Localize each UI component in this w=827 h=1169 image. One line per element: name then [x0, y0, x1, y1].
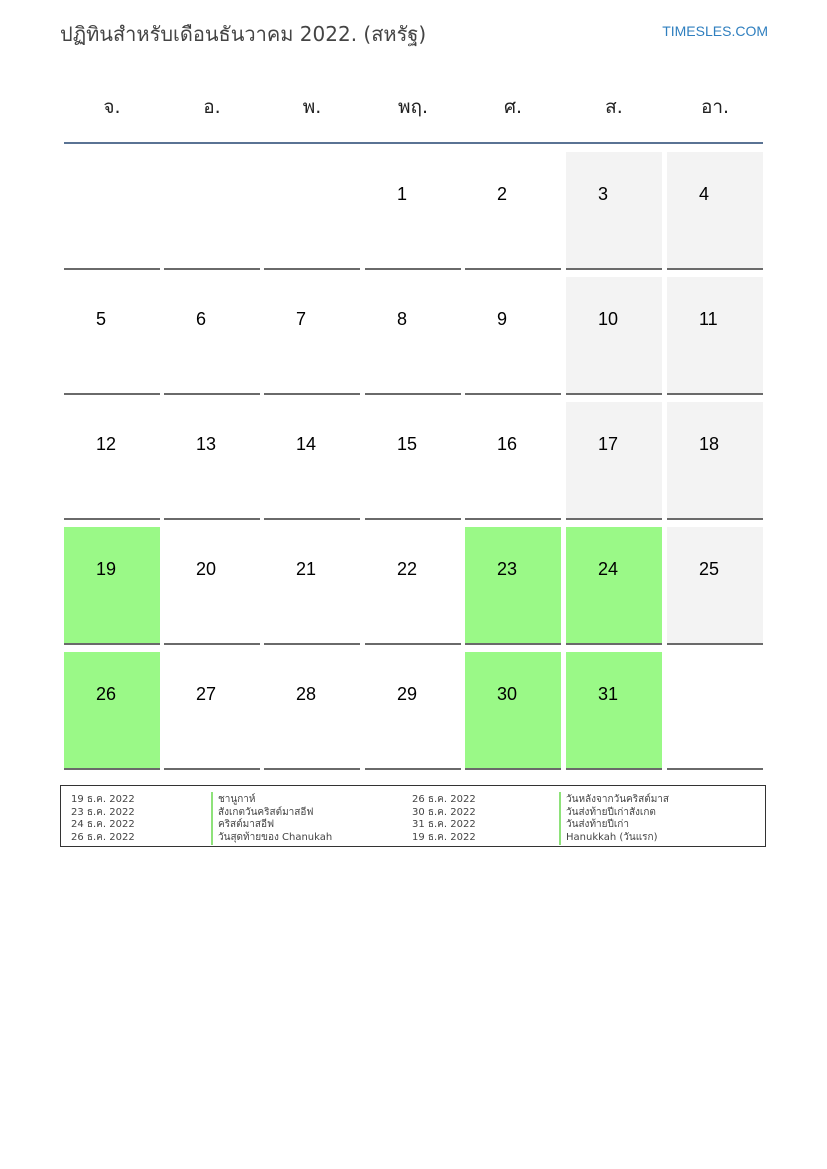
day-cell [365, 652, 461, 770]
day-cell [365, 527, 461, 645]
day-cell [164, 652, 260, 770]
empty-day-cell [64, 152, 160, 270]
legend-holiday-name: คริสต์มาสอีฟ [211, 817, 274, 832]
day-number: 10 [598, 309, 619, 329]
day-cell [164, 277, 260, 395]
day-cell [264, 277, 360, 395]
day-number: 26 [96, 684, 117, 704]
day-cell [365, 152, 461, 270]
day-number: 5 [96, 309, 107, 329]
weekday-header: ส. [605, 96, 623, 118]
day-cell [264, 652, 360, 770]
day-number: 13 [196, 434, 217, 454]
day-cell [64, 652, 160, 770]
day-cell [465, 277, 561, 395]
day-cell [465, 152, 561, 270]
day-cell [164, 527, 260, 645]
day-cell [64, 402, 160, 520]
day-number: 14 [296, 434, 317, 454]
day-cell [566, 277, 662, 395]
legend-holiday-name: สังเกตวันคริสต์มาสอีฟ [211, 805, 313, 820]
header-divider [64, 142, 763, 144]
legend-holiday-name: วันสุดท้ายของ Chanukah [211, 830, 332, 845]
day-cell [465, 652, 561, 770]
empty-day-cell [264, 152, 360, 270]
day-number: 6 [196, 309, 207, 329]
weekday-header: อ. [203, 96, 221, 118]
day-number: 31 [598, 684, 619, 704]
legend-holiday-name: Hanukkah (วันแรก) [559, 830, 658, 845]
day-number: 22 [397, 559, 418, 579]
weekday-header: พฤ. [397, 96, 429, 118]
legend-date: 19 ธ.ค. 2022 [412, 831, 476, 843]
day-number: 7 [296, 309, 307, 329]
legend-date: 24 ธ.ค. 2022 [71, 819, 135, 830]
day-number: 8 [397, 309, 408, 329]
day-cell [566, 652, 662, 770]
day-number: 9 [497, 309, 508, 329]
weekday-header: พ. [302, 96, 322, 118]
empty-day-cell [667, 652, 763, 770]
page-title: ปฏิทินสำหรับเดือนธันวาคม 2022. (สหรัฐ) [60, 22, 427, 46]
day-cell [667, 152, 763, 270]
legend-holiday-name: วันหลังจากวันคริสต์มาส [559, 792, 669, 807]
day-cell [667, 277, 763, 395]
day-cell [264, 402, 360, 520]
day-cell [465, 402, 561, 520]
day-number: 27 [196, 684, 217, 704]
legend-date: 19 ธ.ค. 2022 [71, 794, 135, 805]
day-number: 29 [397, 684, 418, 704]
day-cell [64, 277, 160, 395]
day-number: 4 [699, 184, 710, 204]
day-number: 2 [497, 184, 508, 204]
day-cell [365, 402, 461, 520]
day-number: 15 [397, 434, 418, 454]
day-number: 11 [699, 309, 718, 329]
day-cell [264, 527, 360, 645]
day-cell [365, 277, 461, 395]
day-number: 28 [296, 684, 317, 704]
calendar-grid [64, 0, 763, 780]
day-number: 25 [699, 559, 720, 579]
day-cell [566, 527, 662, 645]
legend-date: 23 ธ.ค. 2022 [71, 806, 135, 818]
holiday-legend [60, 785, 766, 847]
legend-date: 30 ธ.ค. 2022 [412, 806, 476, 818]
day-number: 17 [598, 434, 619, 454]
day-number: 19 [96, 559, 117, 579]
day-number: 24 [598, 559, 619, 579]
weekday-header: ศ. [503, 96, 523, 118]
weekday-header: จ. [103, 96, 121, 118]
day-number: 3 [598, 184, 609, 204]
weekday-header: อา. [700, 96, 730, 118]
site-link[interactable]: TIMESLES.COM [662, 23, 768, 39]
day-cell [566, 402, 662, 520]
day-cell [164, 402, 260, 520]
legend-date: 31 ธ.ค. 2022 [412, 819, 476, 830]
empty-day-cell [164, 152, 260, 270]
day-number: 16 [497, 434, 518, 454]
day-cell [667, 402, 763, 520]
day-cell [64, 527, 160, 645]
day-number: 18 [699, 434, 720, 454]
legend-holiday-name: วันส่งท้ายปีเก่า [559, 817, 629, 832]
day-number: 23 [497, 559, 518, 579]
day-number: 1 [397, 184, 408, 204]
legend-holiday-name: ชานูกาห์ [211, 792, 256, 807]
day-cell [465, 527, 561, 645]
day-cell [566, 152, 662, 270]
legend-holiday-name: วันส่งท้ายปีเก่าสังเกต [559, 805, 656, 820]
day-cell [667, 527, 763, 645]
legend-date: 26 ธ.ค. 2022 [412, 794, 476, 805]
day-number: 21 [296, 559, 317, 579]
day-number: 20 [196, 559, 217, 579]
day-number: 12 [96, 434, 117, 454]
legend-date: 26 ธ.ค. 2022 [71, 831, 135, 843]
day-number: 30 [497, 684, 518, 704]
